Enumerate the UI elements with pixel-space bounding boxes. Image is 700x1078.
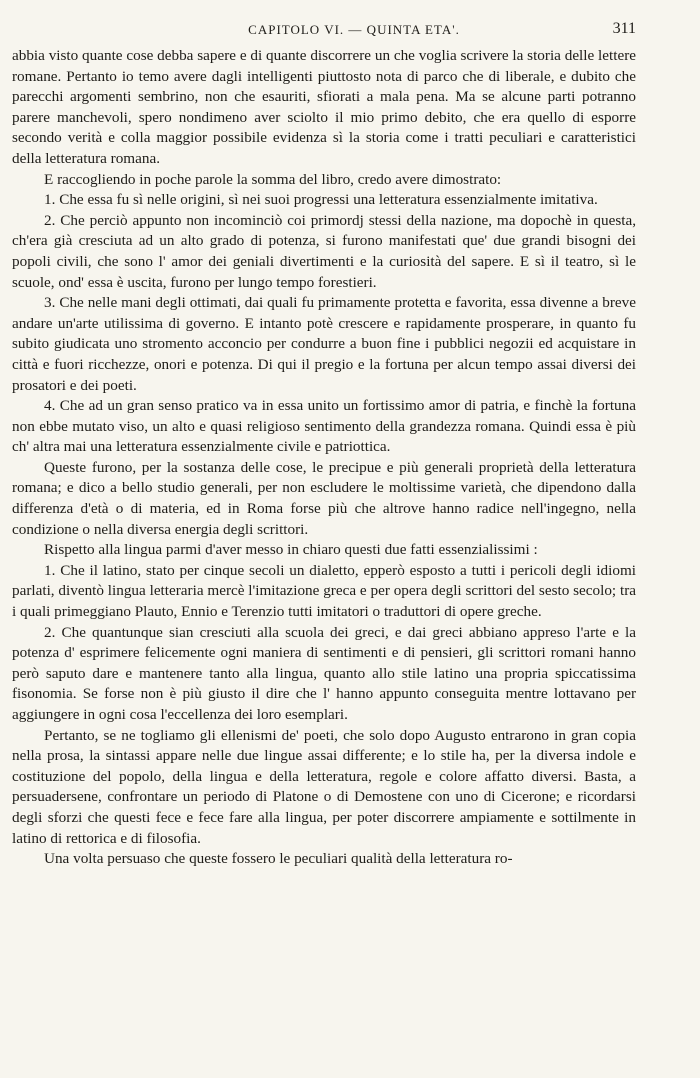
paragraph: 2. Che quantunque sian cresciuti alla scuola dei greci, e dai greci abbiano appreso l'arte e la potenza d' esprimere felicemente ogni maniera di sentimenti e di pensieri, gli scrittori romani hanno però saputo dare e mantenere tanto alla lingua, quanto allo stile latino una propria spiccatissima fisonomia. Se forse non è più giusto il dire che l' hanno appunto conseguita mentre lottavano per aggiungere in ogni cosa l'eccellenza dei loro esemplari.	[12, 623, 636, 723]
paragraph: abbia visto quante cose debba sapere e di quante discorrere un che voglia scrivere la storia delle lettere romane. Pertanto io temo avere dagli intelligenti piuttosto nota di parco che di liberale, e dubito che parecchi argomenti sembrino, non che esauriti, sfiorati a mala pena. Ma se alcune parti potranno parere manchevoli, spero nondimeno aver sciolto il mio primo debito, che era quello di esporre secondo verità e colla maggior possibile evidenza sì la storia come i tratti peculiari e caratteristici della letteratura romana.	[12, 47, 636, 167]
paragraph: Rispetto alla lingua parmi d'aver messo in chiaro questi due fatti essenzialissimi :	[44, 541, 538, 559]
paragraph: 2. Che perciò appunto non incominciò coi primordj stessi della nazione, ma dopochè in questa, ch'era già cresciuta ad un alto grado di potenza, si furono manifestati que' due grandi bisogni dei popoli civili, che sono l' amor dei geniali divertimenti e la curiosità del sapere. E sì il teatro, sì le scuole, ond' essa è uscita, furono per lungo tempo forestieri.	[12, 211, 636, 291]
page-number: 311	[612, 20, 636, 37]
paragraph: 4. Che ad un gran senso pratico va in essa unito un fortissimo amor di patria, e finchè la fortuna non ebbe mutato viso, un alto e quasi religioso sentimento della grandezza romana. Quindi essa è più ch' altra mai una letteratura essenzialmente civile e patriottica.	[12, 397, 636, 456]
paragraph: Una volta persuaso che queste fossero le peculiari qualità della letteratura ro-	[44, 850, 513, 868]
paragraph: 1. Che il latino, stato per cinque secoli un dialetto, epperò esposto a tutti i pericoli degli idiomi parlati, diventò lingua letteraria mercè l'imitazione greca e per opera degli scrittori del sesto secolo; tra i quali primeggiano Plauto, Ennio e Terenzio tutti imitatori o traduttori di opere greche.	[12, 561, 636, 621]
running-header	[12, 22, 636, 46]
paragraph: E raccogliendo in poche parole la somma del libro, credo avere dimostrato:	[44, 170, 502, 188]
paragraph: Queste furono, per la sostanza delle cose, le precipue e più generali proprietà della letteratura romana; e dico a bello studio generali, per non escludere le moltissime varietà, che dipendono dalla differenza d'età o di materia, ed in Roma forse più che altrove hanno radice nell'ingegno, nella condizione o nella diversa energia degli scrittori.	[12, 458, 636, 538]
body-text	[12, 46, 636, 870]
paragraph: Pertanto, se ne togliamo gli ellenismi de' poeti, che solo dopo Augusto entrarono in gran copia nella prosa, la sintassi appare nelle due lingue assai differente; e lo stile ha, per la diversa indole e costituzione del popolo, della lingua e della letteratura, regole e colore affatto diversi. Basta, a persuadersene, confrontare un periodo di Platone o di Demostene con uno di Cicerone; e ricordarsi degli sforzi che questi fece e fece fare alla lingua, per poter discorrere ampiamente e sottilmente in latino di rettorica e di filosofia.	[12, 726, 636, 847]
chapter-heading: CAPITOLO VI. — QUINTA ETA'.	[248, 22, 460, 37]
book-page	[12, 22, 636, 870]
paragraph: 3. Che nelle mani degli ottimati, dai quali fu primamente protetta e favorita, essa divenne a breve andare un'arte utilissima di governo. E intanto potè crescere e rapidamente prosperare, in quanto fu subito giudicata uno stromento acconcio per condurre a buon fine i pubblici negozii ed acquistare in città e fuori ricchezze, onori e potenza. Di qui il pregio e la fortuna per alcun tempo assai diversi dei prosatori e dei poeti.	[12, 294, 636, 394]
paragraph: 1. Che essa fu sì nelle origini, sì nei suoi progressi una letteratura essenzialmente imitativa.	[44, 191, 598, 209]
